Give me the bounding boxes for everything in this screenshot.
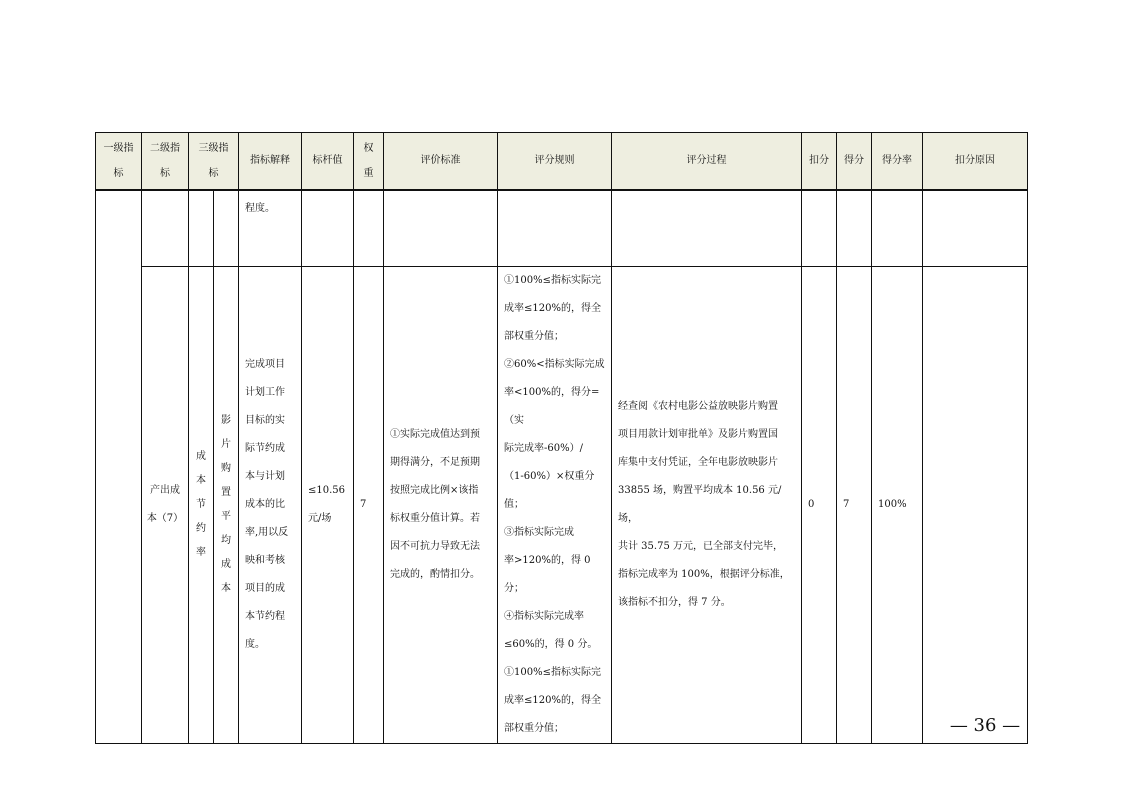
- deduction-cell: [802, 190, 837, 267]
- level3a-cell: [189, 190, 214, 267]
- level1-cell: [96, 190, 142, 744]
- table-row: [96, 267, 1028, 744]
- header-standard: 评价标准: [384, 133, 498, 190]
- weight-cell: 7: [354, 267, 384, 744]
- header-benchmark: 标杆值: [302, 133, 354, 190]
- process-cell: [612, 190, 802, 267]
- benchmark-cell: ≤10.56 元/场: [302, 267, 354, 744]
- table-row: [96, 190, 1028, 267]
- header-process: 评分过程: [612, 133, 802, 190]
- header-score-rate: 得分率: [872, 133, 923, 190]
- standard-cell: [384, 190, 498, 267]
- reason-cell: [923, 267, 1028, 744]
- header-weight: 权 重: [354, 133, 384, 190]
- header-level1-indicator: 一级指 标: [96, 133, 142, 190]
- benchmark-cell: [302, 190, 354, 267]
- weight-cell: [354, 190, 384, 267]
- header-level3-indicator: 三级指 标: [189, 133, 239, 190]
- explanation-cell: 程度。: [239, 190, 302, 267]
- level3a-cell: 成 本 节 约 率: [189, 267, 214, 744]
- score-cell: 7: [837, 267, 872, 744]
- evaluation-table: [95, 132, 1028, 744]
- header-deduction-reason: 扣分原因: [923, 133, 1028, 190]
- reason-cell: [923, 190, 1028, 267]
- level2-cell: 产出成 本（7）: [142, 267, 189, 744]
- level3b-cell: 影 片 购 置 平 均 成 本: [214, 267, 239, 744]
- rules-cell: [498, 190, 612, 267]
- header-deduction: 扣分: [802, 133, 837, 190]
- header-rules: 评分规则: [498, 133, 612, 190]
- rules-cell: ①100%≤指标实际完 成率≤120%的，得全 部权重分值； ②60%<指标实际完成 率<100%的，得分=（实 际完成率-60%）/ （1-60%）×权重分值； ③指标实际完成 率>120%的，得 0 分； ④指标实际完成率 ≤60%的，得 0 分。 ①100%≤指标实际完 成率≤120%的，得全 部权重分值；: [498, 267, 612, 744]
- standard-cell: ①实际完成值达到预 期得满分，不足预期 按照完成比例×该指 标权重分值计算。若 因不可抗力导致无法 完成的，酌情扣分。: [384, 267, 498, 744]
- explanation-cell: 完成项目 计划工作 目标的实 际节约成 本与计划 成本的比 率,用以反 映和考核 项目的成 本节约程 度。: [239, 267, 302, 744]
- score-cell: [837, 190, 872, 267]
- table-header-row: [96, 133, 1028, 190]
- process-cell: 经查阅《农村电影公益放映影片购置 项目用款计划审批单》及影片购置国 库集中支付凭证，全年电影放映影片 33855 场，购置平均成本 10.56 元/场， 共计 35.75 万元，已全部支付完毕， 指标完成率为 100%，根据评分标准， 该指标不扣分，得 7 分。: [612, 267, 802, 744]
- score-rate-cell: 100%: [872, 267, 923, 744]
- level2-cell: [142, 190, 189, 267]
- header-explanation: 指标解释: [239, 133, 302, 190]
- score-rate-cell: [872, 190, 923, 267]
- deduction-cell: 0: [802, 267, 837, 744]
- level3b-cell: [214, 190, 239, 267]
- header-score: 得分: [837, 133, 872, 190]
- header-level2-indicator: 二级指 标: [142, 133, 189, 190]
- page-number: — 36 —: [949, 715, 1021, 736]
